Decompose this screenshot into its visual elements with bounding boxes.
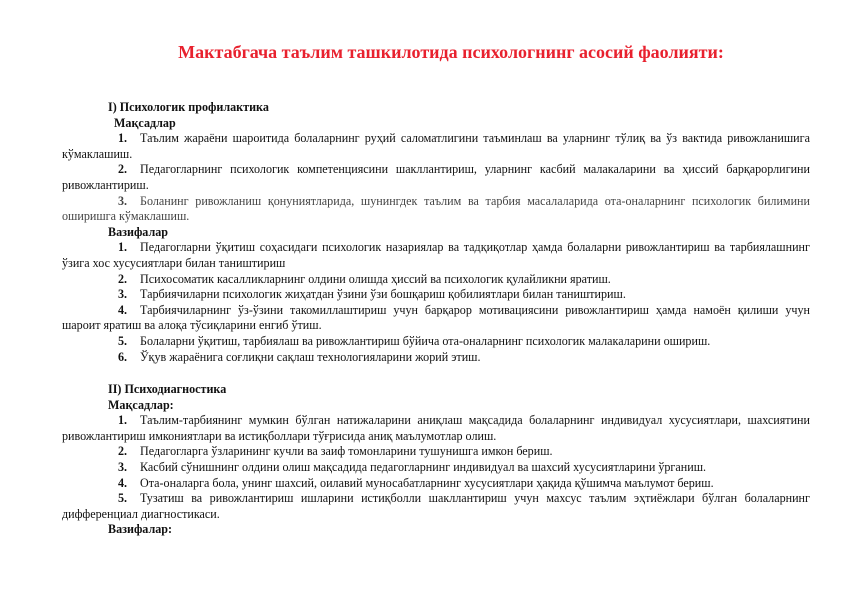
list-item: 2. Психосоматик касалликларнинг олдини олишда ҳиссий ва психологик қулайликни яратиш. [118,271,611,286]
list-item: 3. Боланинг ривожланиш қонуниятларида, шунингдек таълим ва тарбия масалаларида ота-оналарнинг психологик билимини оширишга кўмаклашиш. [62,193,810,224]
list-item: 3. Касбий сўнишнинг олдини олиш мақсадида педагогларнинг индивидуал ва шахсий хусусиятларини ўрганиш. [118,460,707,475]
list-item: 6. Ўқув жараёнига соғлиқни сақлаш технологияларини жорий этиш. [118,349,481,364]
list-item: 3. Тарбиячиларни психологик жиҳатдан ўзини ўзи бошқариш қобилиятлари билан таништириш. [118,287,626,302]
section-1-tasks-heading: Вазифалар [108,224,169,239]
section-1-goals-list [62,131,810,225]
section-1-tasks-list [62,240,810,365]
section-2-tasks-heading: Вазифалар: [108,522,173,537]
list-item: 1. Педагогларни ўқитиш соҳасидаги психологик назариялар ва тадқиқотлар ҳамда болаларни ривожлантириш ва тарбиялашнинг ўзига хос хусусиятлари билан таништириш [62,240,810,270]
section-1-goals-heading: Мақсадлар [114,115,176,130]
document-body [62,100,810,538]
list-item: 5. Болаларни ўқитиш, тарбиялаш ва ривожлантириш бўйича ота-оналарнинг психологик малакаларини ошириш. [118,333,711,348]
list-item: 2. Педагогларнинг психологик компетенциясини шакллантириш, уларнинг касбий малакаларини ва ҳиссий барқарорлигини ривожлантириш. [62,162,810,192]
list-item: 2. Педагогларга ўзларининг кучли ва заиф томонларини тушунишга имкон бериш. [118,444,553,459]
page-title: Мактабгача таълим ташкилотида психологнинг асосий фаолияти: [178,42,724,62]
list-item: 4. Тарбиячиларнинг ўз-ўзини такомиллаштириш учун барқарор мотивациясини ривожлантириш ҳамда намоён қилиши учун шароит яратиш ва алоқа тўсиқларини енгиб ўтиш. [62,302,810,333]
list-item: 4. Ота-оналарга бола, унинг шахсий, оилавий муносабатларнинг хусусиятлари ҳақида қўшимча маълумот бериш. [118,475,714,490]
section-spacer [62,365,810,382]
section-1-heading: I) Психологик профилактика [108,100,269,114]
list-item: 1. Таълим-тарбиянинг мумкин бўлган натижаларини аниқлаш мақсадида болаларнинг индивидуал хусусиятлари, шахсиятини ривожлантириш имкониятлари ва истиқболлари тўғрисида аниқ маълумотлар олиш. [62,413,810,443]
section-2-heading: II) Психодиагностика [108,382,227,397]
list-item: 5. Тузатиш ва ривожлантириш ишларини истиқболли шакллантириш учун махсус таълим эҳтиёжлари бўлган болаларнинг дифференциал диагностикаси. [62,491,810,521]
section-2-goals-list [62,413,810,522]
list-item: 1. Таълим жараёни шароитида болаларнинг руҳий саломатлигини таъминлаш ва уларнинг тўлиқ ва ўз вактида ривожланишига кўмаклашиш. [62,131,810,161]
section-2-goals-heading: Мақсадлар: [108,397,174,412]
